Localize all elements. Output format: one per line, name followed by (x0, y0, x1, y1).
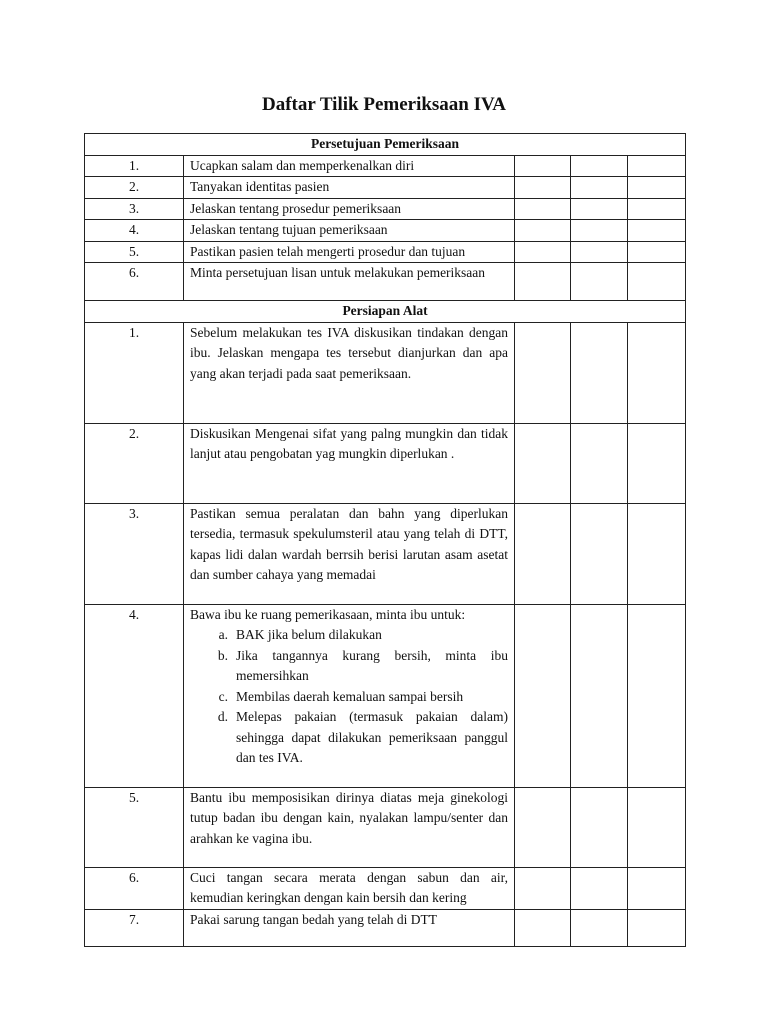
item-description: Bantu ibu memposisikan dirinya diatas meja ginekologi tutup badan ibu dengan kain, nyalakan lampu/senter dan arahkan ke vagina ibu. (184, 787, 515, 867)
item-description: Pakai sarung tangan bedah yang telah di DTT (184, 909, 515, 946)
table-row (85, 198, 686, 220)
list-letter: c. (218, 688, 228, 704)
list-text: Jika tangannya kurang bersih, minta ibu memersihkan (236, 647, 508, 683)
item-description: Sebelum melakukan tes IVA diskusikan tindakan dengan ibu. Jelaskan mengapa tes tersebut dianjurkan dan apa yang akan terjadi pada saat pemeriksaan. (184, 322, 515, 423)
table-row (85, 604, 686, 787)
list-text: Membilas daerah kemaluan sampai bersih (236, 688, 464, 704)
item-description: Pastikan pasien telah mengerti prosedur dan tujuan (184, 241, 515, 263)
check-cell[interactable] (628, 423, 686, 503)
list-text: BAK jika belum dilakukan (236, 627, 382, 642)
list-item (190, 707, 508, 769)
item-description: Tanyakan identitas pasien (184, 177, 515, 199)
check-cell[interactable] (628, 177, 686, 199)
list-text: Melepas pakaian (termasuk pakaian dalam) sehingga dapat dilakukan pemeriksaan panggul dan tes IVA. (236, 709, 508, 765)
section-heading: Persetujuan Pemeriksaan (85, 134, 686, 156)
check-cell[interactable] (515, 423, 571, 503)
check-cell[interactable] (628, 503, 686, 604)
item-number: 2. (85, 423, 184, 503)
check-cell[interactable] (515, 503, 571, 604)
check-cell[interactable] (515, 220, 571, 242)
check-cell[interactable] (515, 198, 571, 220)
check-cell[interactable] (571, 503, 628, 604)
item-number: 1. (85, 322, 184, 423)
checklist-table (84, 133, 686, 947)
item-description: Jelaskan tentang tujuan pemeriksaan (184, 220, 515, 242)
item-number: 3. (85, 198, 184, 220)
check-cell[interactable] (571, 909, 628, 946)
check-cell[interactable] (628, 220, 686, 242)
item-number: 2. (85, 177, 184, 199)
check-cell[interactable] (571, 787, 628, 867)
check-cell[interactable] (571, 322, 628, 423)
check-cell[interactable] (571, 867, 628, 909)
list-letter: b. (217, 647, 228, 663)
check-cell[interactable] (628, 241, 686, 263)
item-description (184, 604, 515, 787)
table-row (85, 155, 686, 177)
item-description: Cuci tangan secara merata dengan sabun dan air, kemudian keringkan dengan kain bersih dan kering (184, 867, 515, 909)
check-cell[interactable] (571, 423, 628, 503)
check-cell[interactable] (628, 198, 686, 220)
item-number: 4. (85, 604, 184, 787)
item-number: 6. (85, 867, 184, 909)
check-cell[interactable] (515, 909, 571, 946)
check-cell[interactable] (571, 604, 628, 787)
list-letter: d. (217, 709, 228, 724)
check-cell[interactable] (571, 263, 628, 301)
check-cell[interactable] (515, 177, 571, 199)
item-description: Minta persetujuan lisan untuk melakukan pemeriksaan (184, 263, 515, 301)
check-cell[interactable] (628, 322, 686, 423)
check-cell[interactable] (571, 177, 628, 199)
item-number: 6. (85, 263, 184, 301)
item-number: 3. (85, 503, 184, 604)
section-heading: Persiapan Alat (85, 301, 686, 323)
page-title: Daftar Tilik Pemeriksaan IVA (261, 94, 507, 115)
table-row (85, 787, 686, 867)
table-row (85, 220, 686, 242)
check-cell[interactable] (571, 155, 628, 177)
item-number: 5. (85, 241, 184, 263)
list-letter: a. (218, 627, 228, 642)
check-cell[interactable] (628, 867, 686, 909)
item-number: 1. (85, 155, 184, 177)
list-item (190, 687, 508, 708)
item-number: 4. (85, 220, 184, 242)
check-cell[interactable] (515, 241, 571, 263)
check-cell[interactable] (515, 322, 571, 423)
check-cell[interactable] (515, 263, 571, 301)
item-description: Ucapkan salam dan memperkenalkan diri (184, 155, 515, 177)
check-cell[interactable] (628, 263, 686, 301)
check-cell[interactable] (571, 198, 628, 220)
table-row (85, 263, 686, 301)
check-cell[interactable] (628, 604, 686, 787)
check-cell[interactable] (515, 155, 571, 177)
item-number: 7. (85, 909, 184, 946)
table-row (85, 867, 686, 909)
list-item (190, 625, 508, 646)
table-row (85, 909, 686, 946)
item-description: Pastikan semua peralatan dan bahn yang diperlukan tersedia, termasuk spekulumsteril atau yang telah di DTT, kapas lidi dalan wardah berrsih berisi larutan asam asetat dan sumber cahaya yang memadai (184, 503, 515, 604)
item-description-intro: Bawa ibu ke ruang pemerikasaan, minta ibu untuk: (190, 606, 466, 622)
check-cell[interactable] (515, 787, 571, 867)
table-row (85, 503, 686, 604)
table-row (85, 177, 686, 199)
sub-list (190, 625, 508, 769)
item-description: Jelaskan tentang prosedur pemeriksaan (184, 198, 515, 220)
check-cell[interactable] (571, 220, 628, 242)
item-number: 5. (85, 787, 184, 867)
table-row (85, 423, 686, 503)
table-row (85, 322, 686, 423)
section-header-row (85, 301, 686, 323)
check-cell[interactable] (515, 604, 571, 787)
section-header-row (85, 134, 686, 156)
check-cell[interactable] (628, 787, 686, 867)
item-description: Diskusikan Mengenai sifat yang palng mungkin dan tidak lanjut atau pengobatan yag mungkin diperlukan . (184, 423, 515, 503)
check-cell[interactable] (628, 155, 686, 177)
check-cell[interactable] (571, 241, 628, 263)
table-row (85, 241, 686, 263)
check-cell[interactable] (628, 909, 686, 946)
check-cell[interactable] (515, 867, 571, 909)
list-item (190, 646, 508, 687)
